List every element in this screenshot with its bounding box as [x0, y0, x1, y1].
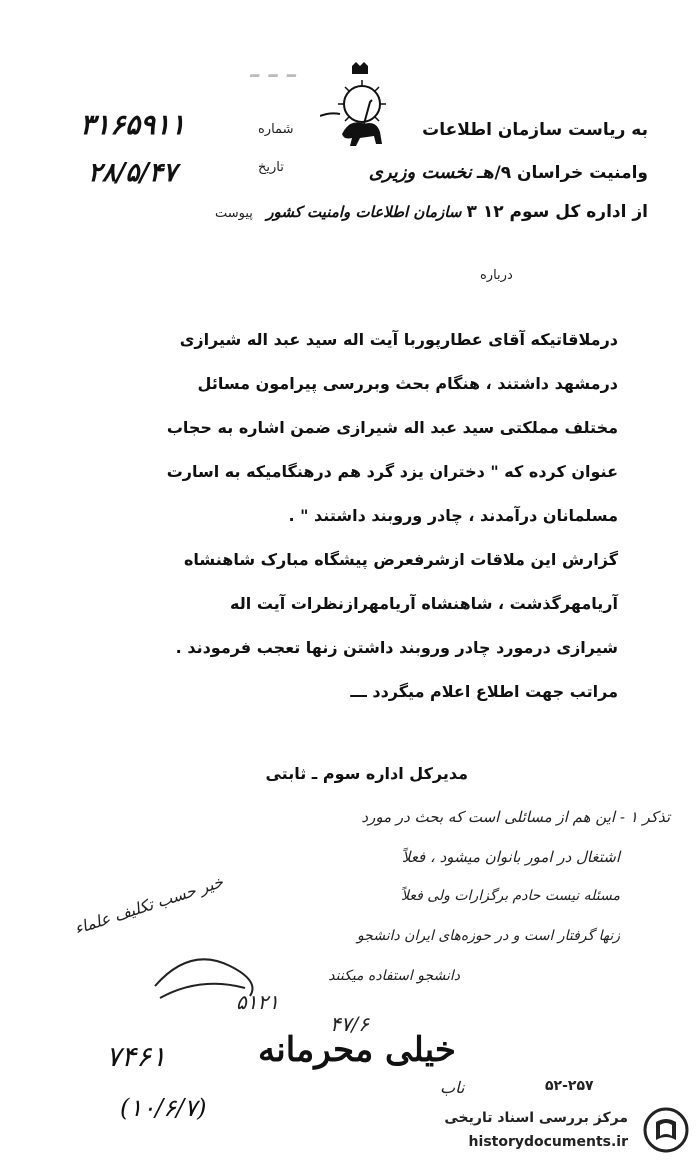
- lion-and-sun-emblem: [320, 62, 400, 154]
- handwritten-note-3: مسئله نیست حادم برگزارات ولی فعلاً: [400, 888, 620, 904]
- handwritten-side-note: خیر حسب تکلیف علماء: [72, 872, 226, 939]
- document-reference-number: ۵۲-۲۵۷: [545, 1078, 594, 1094]
- date-label: تاریخ: [258, 160, 284, 175]
- sender-line-handwritten: سازمان اطلاعات وامنیت کشور: [266, 203, 462, 221]
- classification-stamp: خیلی محرمانه: [258, 1030, 456, 1070]
- handwritten-year-mark: ۴۷/۶: [330, 1012, 369, 1036]
- handwritten-bottom-left-1: ۷۴۶۱: [106, 1040, 167, 1073]
- recipient-line-2: [369, 162, 648, 183]
- handwritten-note-5: دانشجو استفاده میکنند: [328, 968, 460, 984]
- sender-line: [266, 202, 648, 222]
- signature-line: مدیرکل اداره سوم ـ ثابتی: [265, 764, 468, 783]
- watermark: [388, 1096, 688, 1156]
- body-line-2: درمشهد داشتند ، هنگام بحث وبررسی پیرامون مسائل: [197, 374, 618, 393]
- body-line-3: مختلف مملکتی سید عبد اله شیرازی ضمن اشاره به حجاب: [166, 418, 618, 437]
- attachment-label: پیوست: [215, 206, 253, 221]
- body-line-8: شیرازی درمورد چادر وروبند داشتن زنها تعجب فرمودند .: [175, 638, 618, 657]
- recipient-line-1: به ریاست سازمان اطلاعات: [422, 120, 648, 140]
- recipient-line-2-handwritten: نخست وزیری: [368, 162, 472, 183]
- watermark-logo-icon: [642, 1106, 690, 1154]
- handwritten-bottom-left-2: (۱۰/۶/۷): [120, 1094, 207, 1122]
- body-line-4: عنوان کرده که " دختران یزد گرد هم درهنگامیکه به اسارت: [166, 462, 618, 481]
- handwritten-note-1: تذکر ۱ - این هم از مسائلی است که بحث در مورد: [361, 808, 670, 826]
- body-line-7: آریامهرگذشت ، شاهنشاه آریامهرازنظرات آیت اله: [230, 594, 618, 613]
- watermark-persian: مرکز بررسی اسناد تاریخی: [444, 1110, 628, 1126]
- sender-line-text: از اداره کل سوم ۱۲ ۳: [466, 202, 648, 222]
- top-handwritten-mark: ـ ـ ـ: [250, 50, 296, 85]
- body-line-5: مسلمانان درآمدند ، چادر وروبند داشتند " .: [288, 506, 618, 525]
- handwritten-note-4: زنها گرفتار است و در حوزه‌های ایران دانشجو: [356, 928, 620, 944]
- number-value: ۳۱۶۵۹۱۱: [80, 108, 186, 141]
- date-value: ۲۸/۵/۴۷: [88, 158, 177, 188]
- body-line-6: گزارش این ملاقات ازشرفعرض پیشگاه مبارک شاهنشاه: [183, 550, 618, 569]
- handwritten-initials: ناب: [440, 1078, 465, 1097]
- watermark-url: historydocuments.ir: [468, 1134, 628, 1150]
- recipient-line-2-text: وامنیت خراسان ۹/هـ: [476, 163, 648, 183]
- body-line-1: درملاقاتیکه آقای عطارپوربا آیت اله سید عبد اله شیرازی: [179, 330, 618, 349]
- number-label: شماره: [258, 122, 294, 137]
- body-line-9: مراتب جهت اطلاع اعلام میگردد ـــ: [350, 682, 618, 701]
- handwritten-number-left: ۵۱۲۱: [236, 990, 279, 1014]
- handwritten-note-2: اشتغال در امور بانوان میشود ، فعلاً: [401, 848, 620, 866]
- regarding-label: درباره: [480, 268, 513, 283]
